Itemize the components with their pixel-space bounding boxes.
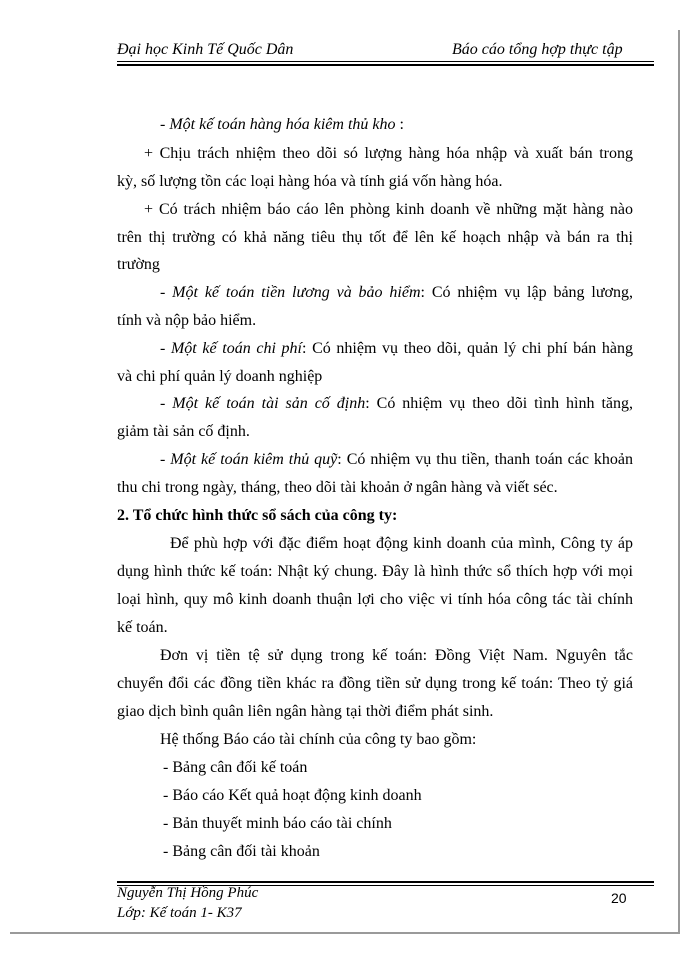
role-label: - Một kế toán chi phí — [160, 340, 302, 357]
paragraph-line: giảm tài sản cố định. — [117, 423, 250, 440]
role-text: : Có nhiệm vụ lập bảng lương, — [420, 284, 633, 301]
role-text: : Có nhiệm vụ theo dõi, quản lý chi phí bán hàng — [302, 340, 633, 357]
list-item: - Bảng cân đối kế toán — [163, 759, 308, 776]
role-text: : Có nhiệm vụ thu tiền, thanh toán các khoản — [337, 451, 634, 468]
paragraph-line: loại hình, quy mô kinh doanh thuận lợi cho việc vi tính hóa công tác tài chính — [117, 591, 633, 608]
paragraph-line: chuyển đổi các đồng tiền khác ra đồng tiền sử dụng trong kế toán: Theo tỷ giá — [117, 675, 633, 692]
paragraph-line — [160, 283, 633, 303]
paragraph-line — [160, 115, 404, 135]
page-edge-right — [678, 30, 680, 934]
section-heading: 2. Tổ chức hình thức sổ sách của công ty: — [117, 507, 398, 524]
page-number: 20 — [611, 890, 627, 906]
paragraph-line: dụng hình thức kế toán: Nhật ký chung. Đây là hình thức sổ thích hợp với mọi — [117, 563, 633, 580]
role-text: : Có nhiệm vụ theo dõi tình hình tăng, — [365, 395, 634, 412]
footer-author: Nguyễn Thị Hồng Phúc — [117, 885, 259, 901]
header-rule — [117, 61, 654, 62]
paragraph-line: và chi phí quản lý doanh nghiệp — [117, 368, 323, 385]
paragraph-line: + Có trách nhiệm báo cáo lên phòng kinh doanh về những mặt hàng nào — [144, 201, 633, 218]
role-text: : — [395, 116, 404, 133]
paragraph-line — [160, 450, 633, 470]
paragraph-line — [160, 394, 633, 414]
paragraph-line: trường — [117, 256, 160, 273]
role-label: - Một kế toán tiền lương và bảo hiểm — [160, 284, 421, 301]
paragraph-line: giao dịch bình quân liên ngân hàng tại thời điểm phát sinh. — [117, 703, 494, 720]
list-item: - Báo cáo Kết quả hoạt động kinh doanh — [163, 787, 422, 804]
page-edge-bottom — [10, 932, 680, 934]
footer-rule-thick — [117, 881, 654, 883]
list-item: - Bảng cân đối tài khoản — [163, 843, 320, 860]
paragraph-line: kỳ, số lượng tồn các loại hàng hóa và tính giá vốn hàng hóa. — [117, 173, 503, 190]
paragraph-line — [160, 339, 633, 359]
header-rule-thick — [117, 64, 654, 66]
paragraph-line: Để phù hợp với đặc điểm hoạt động kinh doanh của mình, Công ty áp — [170, 535, 633, 552]
role-label: - Một kế toán hàng hóa kiêm thủ kho — [160, 116, 396, 133]
header-right: Báo cáo tổng hợp thực tập — [452, 41, 623, 58]
paragraph-line: trên thị trường có khả năng tiêu thụ tốt để lên kế hoạch nhập và bán ra thị — [117, 229, 633, 246]
paragraph-line: + Chịu trách nhiệm theo dõi só lượng hàng hóa nhập và xuất bán trong — [144, 145, 633, 162]
paragraph-line: tính và nộp bảo hiểm. — [117, 312, 257, 329]
paragraph-line: Hệ thống Báo cáo tài chính của công ty bao gồm: — [160, 731, 477, 748]
list-item: - Bản thuyết minh báo cáo tài chính — [163, 815, 392, 832]
role-label: - Một kế toán kiêm thủ quỹ — [160, 451, 338, 468]
header-left: Đại học Kinh Tế Quốc Dân — [117, 41, 294, 58]
paragraph-line: thu chi trong ngày, tháng, theo dõi tài khoản ở ngân hàng và viết séc. — [117, 479, 558, 496]
role-label: - Một kế toán tài sản cố định — [160, 395, 366, 412]
paragraph-line: kế toán. — [117, 619, 168, 636]
footer-class: Lớp: Kế toán 1- K37 — [117, 905, 242, 921]
paragraph-line: Đơn vị tiền tệ sử dụng trong kế toán: Đồng Việt Nam. Nguyên tắc — [160, 647, 633, 664]
